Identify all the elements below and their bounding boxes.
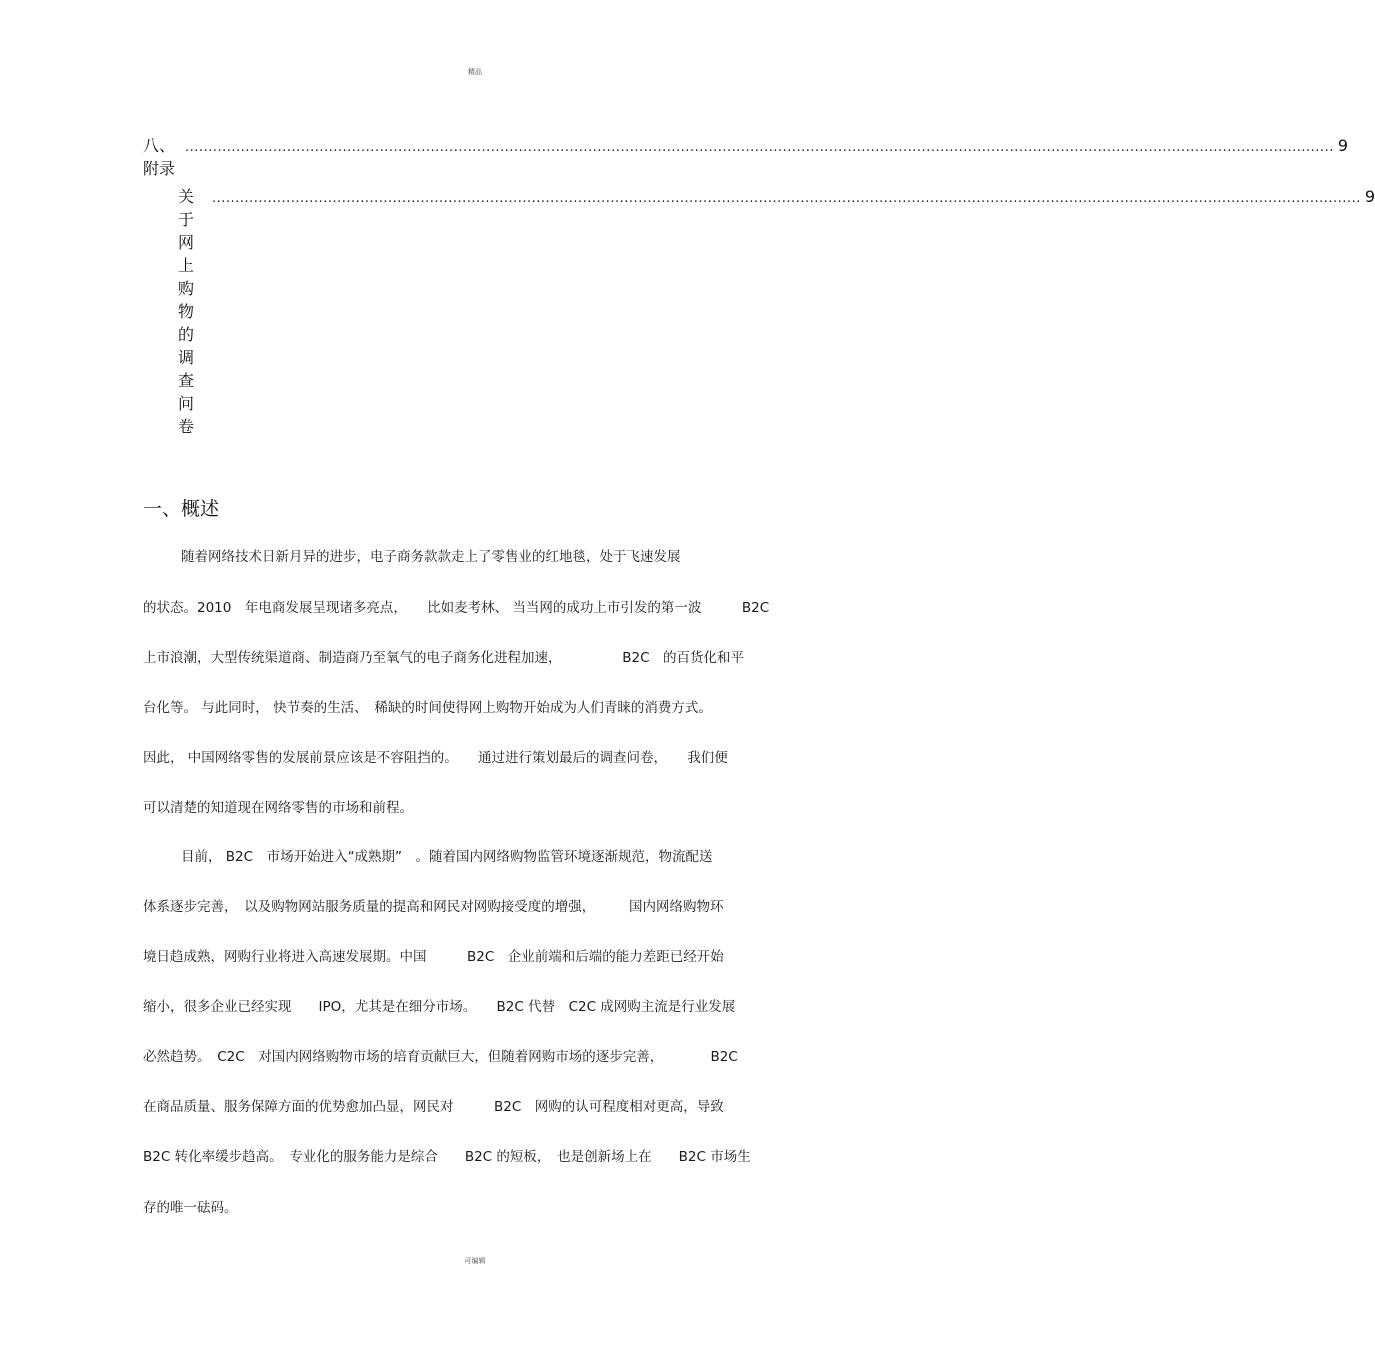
paragraph-line: 因此， 中国网络零售的发展前景应该是不容阻挡的。 通过进行策划最后的调查问卷， 我们便 [143,750,728,766]
toc-entry-questionnaire[interactable] [178,184,1375,437]
paragraph-line: 目前， B2C 市场开始进入“成熟期” 。随着国内网络购物监管环境逐渐规范，物流配送 [181,849,713,865]
paragraph-line: 缩小，很多企业已经实现 IPO，尤其是在细分市场。 B2C 代替 C2C 成网购主流是行业发展 [143,999,736,1015]
section-heading: 一、概述 [143,498,220,520]
paragraph-line: 随着网络技术日新月异的进步，电子商务款款走上了零售业的红地毯，处于飞速发展 [181,549,681,565]
header-watermark: 精品 [468,68,482,76]
toc-leader-dots: ........................................................................................................................................................................................................................................................ [212,191,1361,206]
paragraph-line: 上市浪潮，大型传统渠道商、制造商乃至氧气的电子商务化进程加速， B2C 的百货化和平 [143,650,745,666]
toc-leader-dots: ........................................................................................................................................................................................................................................................ [185,140,1334,155]
footer-watermark: 可编辑 [464,1257,486,1265]
paragraph-line: B2C 转化率缓步趋高。 专业化的服务能力是综合 B2C 的短板， 也是创新场上在 B2C 市场生 [143,1149,751,1165]
toc-page-number: 9 [1364,187,1375,206]
paragraph-line: 体系逐步完善， 以及购物网站服务质量的提高和网民对网购接受度的增强， 国内网络购物环 [143,899,724,915]
toc-entry-label: 关于网上购物的调查问卷 [178,187,195,436]
toc-entry-appendix[interactable] [143,133,1349,179]
paragraph-line: 可以清楚的知道现在网络零售的市场和前程。 [143,800,413,816]
paragraph-line: 在商品质量、服务保障方面的优势愈加凸显，网民对 B2C 网购的认可程度相对更高，导致 [143,1099,724,1115]
paragraph-line: 的状态。2010 年电商发展呈现诸多亮点， 比如麦考林、 当当网的成功上市引发的第一波 B2C [143,600,770,616]
paragraph-line: 存的唯一砝码。 [143,1200,238,1216]
toc-page-number: 9 [1337,136,1349,155]
paragraph-line: 台化等。 与此同时， 快节奏的生活、 稀缺的时间使得网上购物开始成为人们青睐的消费方式。 [143,700,712,716]
paragraph-line: 必然趋势。 C2C 对国内网络购物市场的培育贡献巨大，但随着网购市场的逐步完善， B2C [143,1049,738,1065]
toc-entry-label: 八、附录 [143,136,176,178]
paragraph-line: 境日趋成熟，网购行业将进入高速发展期。中国 B2C 企业前端和后端的能力差距已经开始 [143,949,724,965]
